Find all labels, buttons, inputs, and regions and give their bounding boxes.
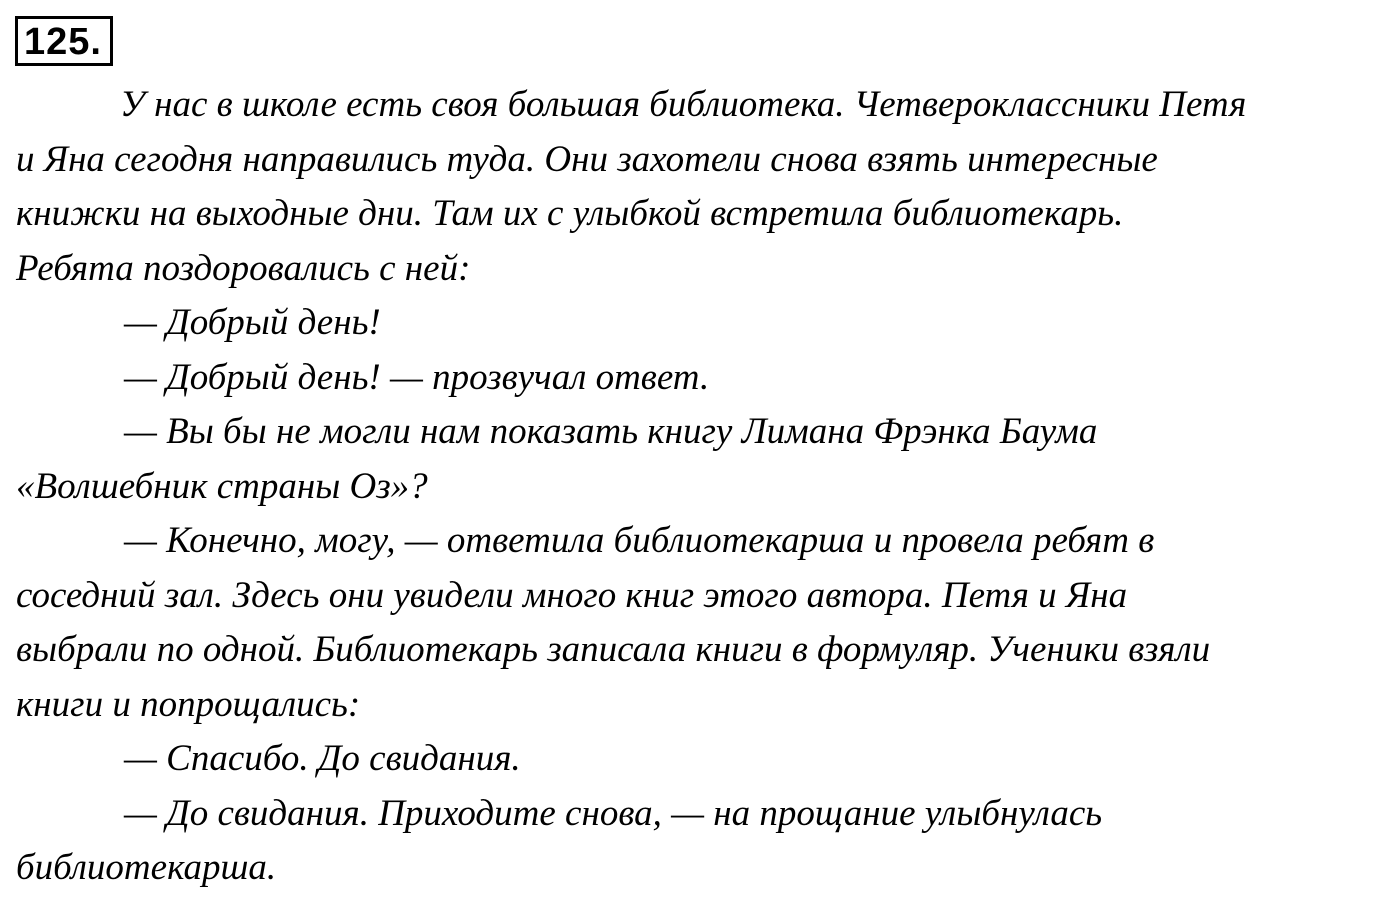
text-line: У нас в школе есть своя большая библиотека. Четвероклассники Петя	[120, 84, 1247, 125]
exercise-text	[16, 78, 1400, 896]
text-line: книжки на выходные дни. Там их с улыбкой встретила библиотекарь.	[16, 193, 1124, 234]
dialogue-line: — Добрый день! — прозвучал ответ.	[124, 356, 710, 398]
text-line: «Волшебник страны Оз»?	[16, 465, 428, 507]
text-line: библиотекарша.	[16, 847, 277, 888]
dialogue-line: — Спасибо. До свидания.	[124, 738, 521, 779]
dialogue-line: — Конечно, могу, — ответила библиотекарша и провела ребят в	[124, 520, 1155, 561]
dialogue-line: — Добрый день!	[124, 302, 381, 343]
text-line: и Яна сегодня направились туда. Они захотели снова взять интересные	[16, 138, 1158, 180]
dialogue-line: — До свидания. Приходите снова, — на прощание улыбнулась	[124, 792, 1103, 834]
exercise-number: 125.	[15, 16, 113, 66]
text-line: выбрали по одной. Библиотекарь записала книги в формуляр. Ученики взяли	[16, 629, 1211, 670]
text-line: книги и попрощались:	[16, 683, 361, 725]
dialogue-line: — Вы бы не могли нам показать книгу Лимана Фрэнка Баума	[124, 411, 1098, 452]
text-line: Ребята поздоровались с ней:	[16, 247, 471, 289]
text-line: соседний зал. Здесь они увидели много книг этого автора. Петя и Яна	[16, 574, 1128, 616]
